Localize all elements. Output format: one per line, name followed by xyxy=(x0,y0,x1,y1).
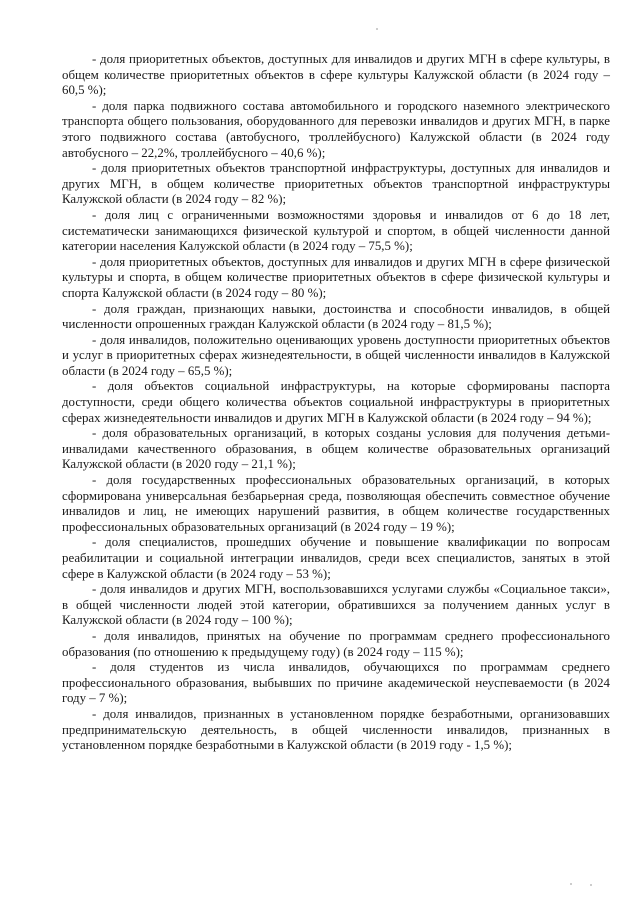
indicator-youth-sport: - доля лиц с ограниченными возможностями здоровья и инвалидов от 6 до 18 лет, систематически занимающихся физической культурой и спортом, в общей численности данной категории населения Калужской области (в 2024 году – 75,5 %); xyxy=(62,207,610,254)
indicator-barrier-free-colleges: - доля государственных профессиональных образовательных организаций, в которых сформирована универсальная безбарьерная среда, позволяющая обеспечить совместное обучение инвалидов и лиц, не имеющих нарушений развития, в общем количестве государственных профессиональных образовательных организаций (в 2024 году – 19 %); xyxy=(62,473,610,534)
indicator-transport-fleet: - доля парка подвижного состава автомобильного и городского наземного электрического транспорта общего пользования, оборудованного для перевозки инвалидов и других МГН, в парке этого подвижного состава (автобусного, троллейбусного) Калужской области (в 2024 году автобусного – 22,2%, троллейбусного – 40,6 %); xyxy=(62,98,610,160)
indicator-accessibility-passports: - доля объектов социальной инфраструктуры, на которые сформированы паспорта доступности, среди общего количества объектов социальной инфраструктуры в приоритетных сферах жизнедеятельности инвалидов и других МГН в Калужской области (в 2024 году – 94 %); xyxy=(62,379,610,425)
indicator-sport-objects: - доля приоритетных объектов, доступных для инвалидов и других МГН в сфере физической культуры и спорта, в общем количестве приоритетных объектов в сфере физической культуры и спорта Калужской области (в 2024 году – 80 %); xyxy=(62,254,610,300)
indicator-specialists-training: - доля специалистов, прошедших обучение и повышение квалификации по вопросам реабилитации и социальной интеграции инвалидов, среди всех специалистов, занятых в этой сфере в Калужской области (в 2024 году – 53 %); xyxy=(62,535,610,581)
scan-artifact xyxy=(570,883,572,885)
indicator-education-organizations: - доля образовательных организаций, в которых созданы условия для получения детьми-инвалидами качественного образования, в общем количестве образовательных организаций Калужской области (в 2020 году – 21,1 %); xyxy=(62,426,610,472)
indicator-culture-objects: - доля приоритетных объектов, доступных для инвалидов и других МГН в сфере культуры, в общем количестве приоритетных объектов в сфере культуры Калужской области (в 2024 году – 60,5 %); xyxy=(62,52,610,98)
scan-artifact xyxy=(376,28,378,30)
document-body xyxy=(62,52,610,754)
indicator-student-dropout: - доля студентов из числа инвалидов, обучающихся по программам среднего профессионального образования, выбывших по причине академической неуспеваемости (в 2024 году – 7 %); xyxy=(62,660,610,706)
indicator-accessibility-rating: - доля инвалидов, положительно оценивающих уровень доступности приоритетных объектов и услуг в приоритетных сферах жизнедеятельности, в общей численности инвалидов в Калужской области (в 2024 году – 65,5 %); xyxy=(62,332,610,378)
scan-artifact xyxy=(590,884,592,886)
indicator-citizens-survey: - доля граждан, признающих навыки, достоинства и способности инвалидов, в общей численности опрошенных граждан Калужской области (в 2024 году – 81,5 %); xyxy=(62,301,610,332)
indicator-college-admission: - доля инвалидов, принятых на обучение по программам среднего профессионального образования (по отношению к предыдущему году) (в 2024 году – 115 %); xyxy=(62,628,610,659)
indicator-transport-infrastructure: - доля приоритетных объектов транспортной инфраструктуры, доступных для инвалидов и других МГН, в общем количестве приоритетных объектов транспортной инфраструктуры Калужской области (в 2024 году – 82 %); xyxy=(62,161,610,207)
indicator-entrepreneurship: - доля инвалидов, признанных в установленном порядке безработными, организовавших предпринимательскую деятельность, в общей численности инвалидов, признанных в установленном порядке безработными в Калужской области (в 2019 году - 1,5 %); xyxy=(62,706,610,753)
indicator-social-taxi: - доля инвалидов и других МГН, воспользовавшихся услугами службы «Социальное такси», в общей численности людей этой категории, обратившихся за получением данных услуг в Калужской области (в 2024 году – 100 %); xyxy=(62,582,610,628)
